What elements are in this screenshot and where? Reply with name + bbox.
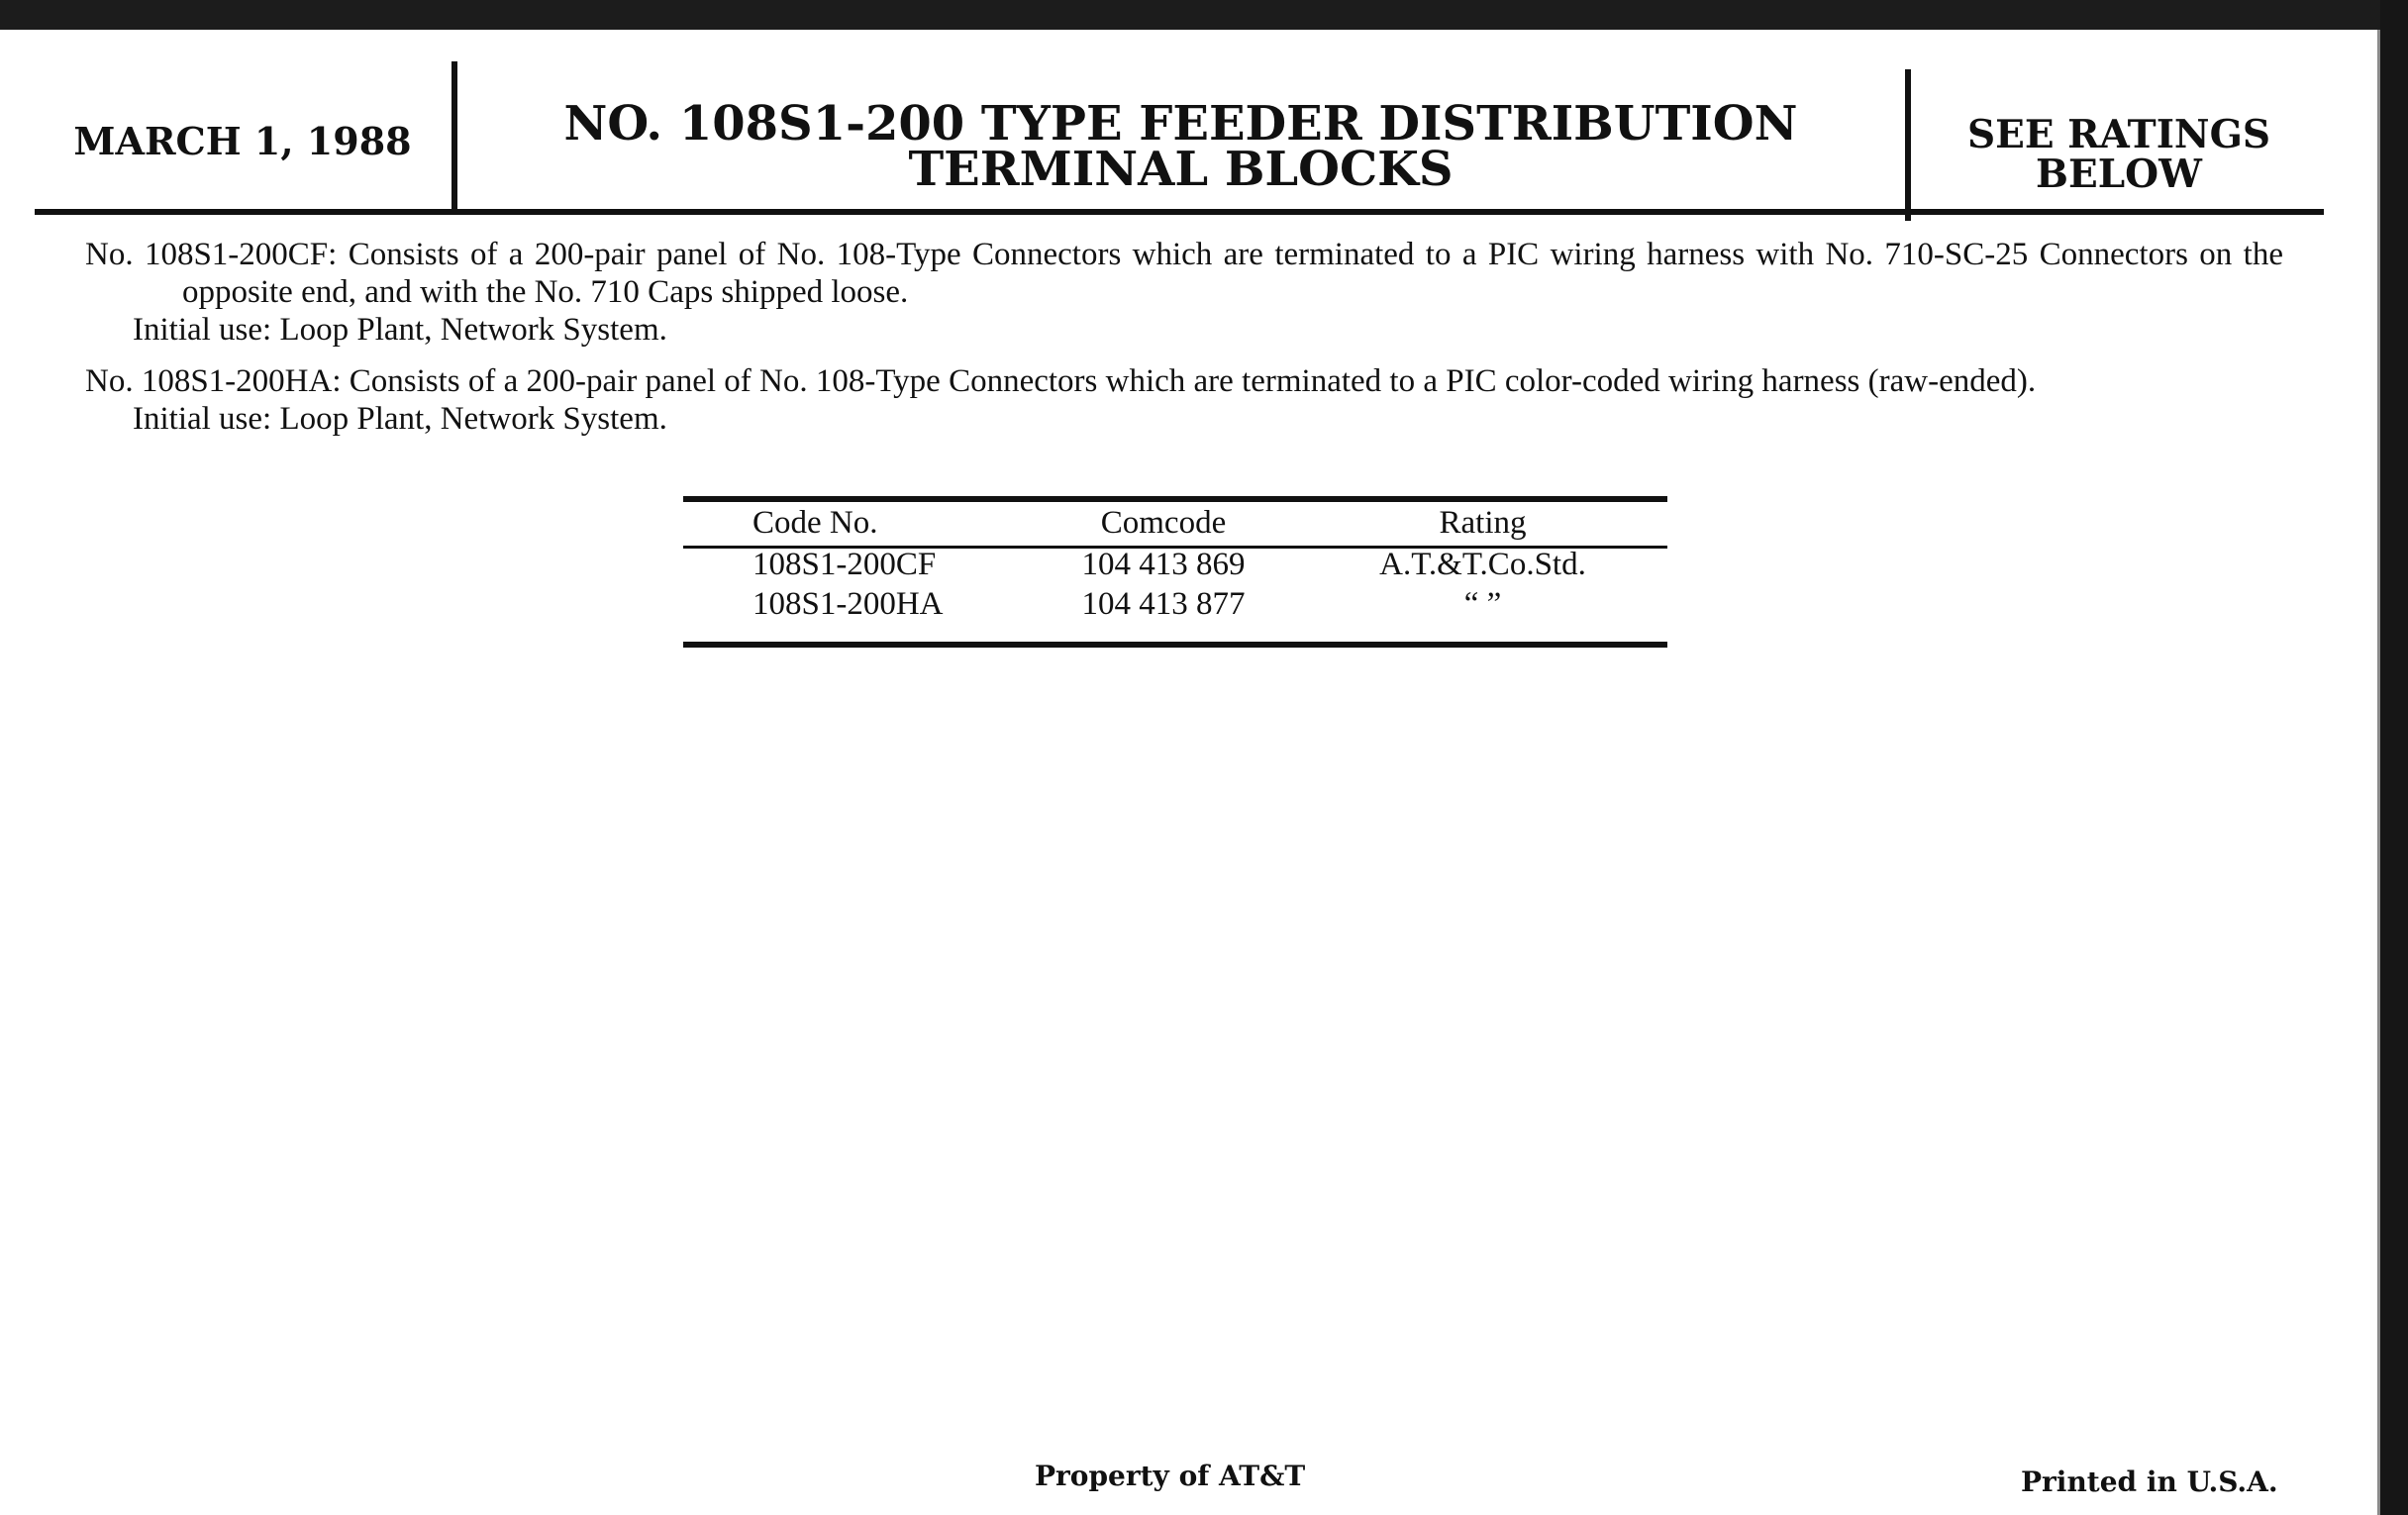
initial-use: Initial use: Loop Plant, Network System. [133,312,667,348]
rating-line-1: SEE RATINGS [1966,112,2271,157]
description-text: No. 108S1-200CF: Consists of a 200-pair panel of No. 108-Type Connectors which are terminated to a PIC wiring harness with No. 710-SC-25 Connectors on the opposite end, and with the No. 710 Caps shipped loose. [85,237,2283,310]
rating-note [1936,112,2302,197]
description-200cf [85,236,2283,349]
scan-border-right [2380,0,2408,1515]
header-divider-left [452,61,457,212]
footer-property: Property of AT&T [1035,1460,1306,1492]
table-rule-bottom [683,642,1667,648]
footer-printed: Printed in U.S.A. [2021,1465,2278,1498]
table-cell-rating: “ ” [1463,586,1502,622]
rating-line-2: BELOW [2036,152,2202,197]
initial-use: Initial use: Loop Plant, Network System. [133,401,667,437]
table-cell-code: 108S1-200CF [752,547,937,582]
title-line-2: TERMINAL BLOCKS [908,142,1454,197]
header-rule [35,209,2324,215]
table-cell-comcode: 104 413 869 [1081,547,1246,582]
table-cell-code: 108S1-200HA [752,586,944,622]
scan-border-edge [2377,30,2380,1515]
column-header-rating: Rating [1439,505,1527,541]
column-header-comcode: Comcode [1100,505,1227,541]
table-cell-comcode: 104 413 877 [1081,586,1246,622]
table-cell-rating: A.T.&T.Co.Std. [1379,547,1586,582]
document-title [495,96,1866,197]
column-header-code: Code No. [752,505,878,541]
scan-border-top [0,0,2408,30]
table-rule-top [683,496,1667,502]
title-line-1: NO. 108S1-200 TYPE FEEDER DISTRIBUTION [563,96,1798,152]
description-text: No. 108S1-200HA: Consists of a 200-pair panel of No. 108-Type Connectors which are terminated to a PIC color-coded wiring harness (raw-ended). [85,363,2037,399]
document-date: MARCH 1, 1988 [73,119,412,163]
description-200ha [85,362,2283,438]
header-divider-right [1905,69,1911,221]
